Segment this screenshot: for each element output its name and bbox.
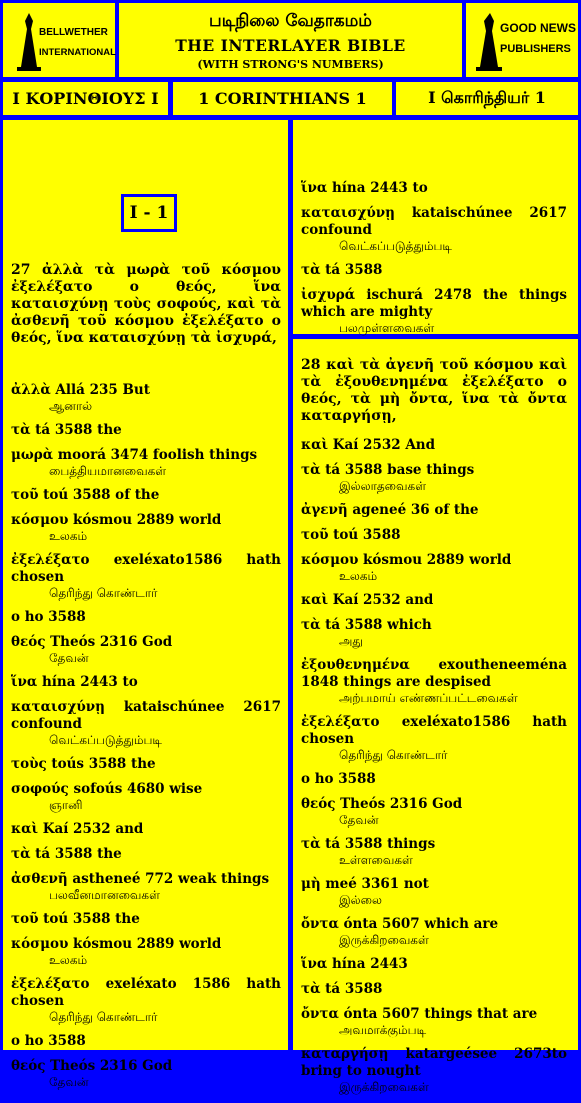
tamil-gloss: தேவன் [339,813,379,827]
word-line: ο ho 3588 [301,771,376,787]
word-line: ἵνα hína 2443 to [11,674,138,690]
tamil-gloss: தேவன் [49,1075,89,1089]
word-line: ἀλλὰ Allá 235 But [11,382,150,398]
word-entry [11,422,281,439]
word-line: κόσμου kósmou 2889 world [301,552,512,568]
word-entry [301,287,567,336]
word-entry [301,1006,567,1038]
word-entry [301,657,567,706]
tamil-gloss: ஞானி [49,798,83,812]
word-line: ἀγενῆ ageneé 36 of the [301,502,479,518]
word-entry [11,756,281,773]
word-line: σοφούς sofoús 4680 wise [11,781,203,797]
word-entry [301,462,567,494]
figure-silhouette-icon [3,3,115,77]
tamil-gloss: இருக்கிறவைகள் [339,1080,429,1094]
word-entry [11,976,281,1025]
word-entry [11,699,281,748]
right-top-column [293,120,578,334]
greek-book-header: Ι ΚΟΡΙΝΘΙΟΥΣ Ι [3,82,168,115]
logo-right-line1: GOOD NEWS [500,21,577,35]
word-line: ο ho 3588 [11,1033,86,1049]
word-line: καὶ Kaí 2532 and [301,592,434,608]
word-entry [11,846,281,863]
word-line: θεός Theós 2316 God [301,796,463,812]
tamil-gloss: உலகம் [49,529,88,543]
word-line: ο ho 3588 [11,609,86,625]
tamil-gloss: உலகம் [339,569,378,583]
word-entry [301,956,567,973]
word-line: καταργήσῃ katargeésee 2673to bring to nought [301,1046,567,1079]
tamil-gloss: பலவீனமானவைகள் [49,888,160,902]
word-line: τὰ tá 3588 the [11,422,122,438]
tamil-gloss: உலகம் [49,953,88,967]
word-entry [301,437,567,454]
word-line: μὴ meé 3361 not [301,876,429,892]
tamil-gloss: அற்பமாய் எண்ணப்பட்டவைகள் [339,691,518,705]
tamil-gloss: தெரிந்து கொண்டார் [49,1010,158,1024]
word-entry [11,821,281,838]
word-line: τοῦ toú 3588 [301,527,401,543]
word-entry [301,180,567,197]
verse-27-greek: 27 ἀλλὰ τὰ μωρὰ τοῦ κόσμου ἐξελέξατο ο θεός, ἵνα καταισχύνῃ τοὺς σοφούς, καὶ τὰ ἀσθενῆ τοῦ κόσμου ἐξελέξατο ο θεός, ἵνα καταισχύνῃ τὰ ἰσχυρά, [11,262,281,346]
word-line: καταισχύνῃ kataischúnee 2617 confound [11,699,281,732]
word-entry [11,512,281,544]
english-title: THE INTERLAYER BIBLE [175,36,406,55]
tamil-gloss: உள்ளவைகள் [339,853,413,867]
word-entry [301,981,567,998]
word-entry [301,502,567,519]
word-entry [301,205,567,254]
bellwether-logo [3,3,115,77]
word-entry [11,1033,281,1050]
word-entry [11,487,281,504]
logo-left-line1: BELLWETHER [39,27,108,38]
word-line: ἰσχυρά ischurá 2478 the things which are mighty [301,287,567,320]
word-line: ἐξελέξατο exeléxato1586 hath chosen [301,714,567,747]
word-entry [11,552,281,601]
word-line: τοὺς toús 3588 the [11,756,156,772]
logo-right-line2: PUBLISHERS [500,43,571,55]
right-bottom-column [293,339,578,1094]
word-entry [11,871,281,903]
word-line: μωρὰ moorá 3474 foolish things [11,447,258,463]
word-line: ἐξελέξατο exeléxato1586 hath chosen [11,552,281,585]
tamil-gloss: தெரிந்து கொண்டார் [49,586,158,600]
word-line: καταισχύνῃ kataischúnee 2617 confound [301,205,567,238]
word-line: τοῦ toú 3588 the [11,911,140,927]
word-entry [11,911,281,928]
word-entry [301,796,567,828]
word-line: κόσμου kósmou 2889 world [11,936,222,952]
lamp-figure-icon [466,3,578,77]
word-line: τοῦ toú 3588 of the [11,487,160,503]
chapter-label: I - 1 [121,194,177,232]
tamil-gloss: தெரிந்து கொண்டார் [339,748,448,762]
tamil-gloss: வெட்கப்படுத்தும்படி [49,733,162,747]
title-block [119,3,462,77]
subtitle: (WITH STRONG'S NUMBERS) [197,58,384,71]
word-entry [301,916,567,948]
word-line: ἵνα hína 2443 [301,956,408,972]
word-line: τὰ tá 3588 [301,262,383,278]
tamil-gloss: வெட்கப்படுத்தும்படி [339,239,452,253]
tamil-gloss: பலமுள்ளவைகள் [339,321,435,335]
word-entry [11,1058,281,1090]
word-entry [301,527,567,544]
word-line: θεός Theós 2316 God [11,1058,173,1074]
word-entry [11,674,281,691]
word-line: ἵνα hína 2443 to [301,180,428,196]
word-entry [301,1046,567,1095]
verse-28-greek: 28 καὶ τὰ ἀγενῆ τοῦ κόσμου καὶ τὰ ἐξουθενημένα ἐξελέξατο ο θεός, τὰ μὴ ὄντα, ἵνα τὰ ὄντα καταργήσῃ, [301,357,567,424]
word-entry [301,836,567,868]
word-line: κόσμου kósmou 2889 world [11,512,222,528]
word-entry [11,609,281,626]
word-line: ἐξουθενημένα exoutheneeména 1848 things are despised [301,657,567,690]
tamil-gloss: அது [339,634,363,648]
logo-left-line2: INTERNATIONAL [39,47,116,58]
word-line: ὄντα ónta 5607 things that are [301,1006,538,1022]
word-line: θεός Theós 2316 God [11,634,173,650]
tamil-book-header: I கொரிந்தியர் 1 [396,82,578,115]
word-line: ἀσθενῆ astheneé 772 weak things [11,871,270,887]
tamil-gloss: பைத்தியமானவைகள் [49,464,167,478]
tamil-gloss: இல்லை [339,893,382,907]
tamil-gloss: அவமாக்கும்படி [339,1023,427,1037]
word-line: καὶ Kaí 2532 And [301,437,436,453]
word-list-left [11,382,281,1098]
word-entry [11,781,281,813]
word-entry [11,447,281,479]
good-news-logo [466,3,578,77]
word-line: τὰ tá 3588 things [301,836,436,852]
word-line: ἐξελέξατο exeléxato 1586 hath chosen [11,976,281,1009]
word-entry [301,771,567,788]
word-entry [301,592,567,609]
word-line: καὶ Kaí 2532 and [11,821,144,837]
word-entry [301,876,567,908]
word-entry [301,262,567,279]
word-entry [301,552,567,584]
word-entry [301,714,567,763]
tamil-title: படிநிலை வேதாகமம் [209,11,372,31]
word-line: τὰ tá 3588 base things [301,462,475,478]
tamil-gloss: இருக்கிறவைகள் [339,933,429,947]
tamil-gloss: தேவன் [49,651,89,665]
word-list-right-top [301,180,567,344]
word-list-right-bottom [301,437,567,1103]
word-entry [11,382,281,414]
tamil-gloss: ஆனால் [49,399,93,413]
word-entry [301,617,567,649]
word-entry [11,936,281,968]
word-line: τὰ tá 3588 the [11,846,122,862]
word-entry [11,634,281,666]
left-column [3,120,288,1089]
word-line: ὄντα ónta 5607 which are [301,916,499,932]
tamil-gloss: இல்லாதவைகள் [339,479,427,493]
word-line: τὰ tá 3588 which [301,617,432,633]
word-line: τὰ tá 3588 [301,981,383,997]
english-book-header: 1 CORINTHIANS 1 [173,82,392,115]
